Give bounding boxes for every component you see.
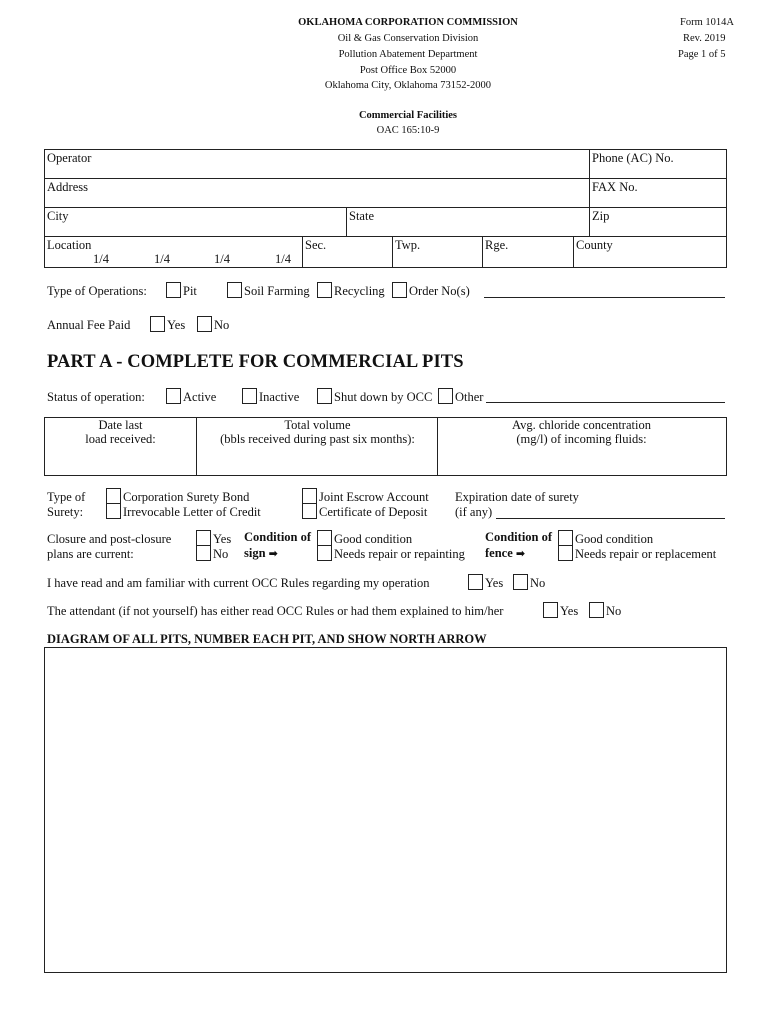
pit-checkbox[interactable] xyxy=(166,282,181,298)
inactive-label: Inactive xyxy=(259,390,300,404)
soil-farming-label: Soil Farming xyxy=(244,284,310,298)
info-grid xyxy=(44,149,727,268)
soil-farming-checkbox[interactable] xyxy=(227,282,242,298)
condition-sign-label: Condition of xyxy=(244,530,312,544)
familiar-yes-checkbox[interactable] xyxy=(468,574,483,590)
operator-field[interactable]: Operator xyxy=(47,151,92,165)
shut-down-checkbox[interactable] xyxy=(317,388,332,404)
chloride-header-2: (mg/l) of incoming fluids: xyxy=(516,432,647,446)
fax-field[interactable]: FAX No. xyxy=(592,180,638,194)
attendant-yes-label: Yes xyxy=(560,604,579,618)
expiration-label-2: (if any) xyxy=(455,505,493,519)
sign-repaint-label: Needs repair or repainting xyxy=(334,547,465,561)
diagram-area[interactable] xyxy=(44,647,727,973)
total-volume-header-2: (bbls received during past six months): xyxy=(220,432,415,446)
annual-fee-label: Annual Fee Paid xyxy=(47,318,131,332)
cert-deposit-label: Certificate of Deposit xyxy=(319,505,428,519)
familiar-no-label: No xyxy=(530,576,546,590)
sec-field[interactable]: Sec. xyxy=(305,238,327,252)
grid-row-divider xyxy=(44,207,726,208)
fence-replace-checkbox[interactable] xyxy=(558,545,573,561)
twp-field[interactable]: Twp. xyxy=(395,238,421,252)
irrevocable-label: Irrevocable Letter of Credit xyxy=(123,505,261,519)
closure-label: Closure and post-closure xyxy=(47,532,172,546)
fee-no-label: No xyxy=(214,318,230,332)
county-field[interactable]: County xyxy=(576,238,613,252)
closure-no-checkbox[interactable] xyxy=(196,545,211,561)
order-nos-checkbox[interactable] xyxy=(392,282,407,298)
po-box: Post Office Box 52000 xyxy=(359,65,457,76)
rule-reference: OAC 165:10-9 xyxy=(376,125,440,136)
rge-field[interactable]: Rge. xyxy=(485,238,509,252)
fence-good-checkbox[interactable] xyxy=(558,530,573,546)
date-last-header-2: load received: xyxy=(85,432,156,446)
expiration-input[interactable] xyxy=(496,518,725,519)
agency-title: OKLAHOMA CORPORATION COMMISSION xyxy=(298,17,518,28)
total-volume-header: Total volume xyxy=(284,418,351,432)
grid-col-divider xyxy=(589,149,590,237)
closure-label-2: plans are current: xyxy=(47,547,134,561)
operations-label: Type of Operations: xyxy=(47,284,147,298)
inactive-checkbox[interactable] xyxy=(242,388,257,404)
grid-col-divider xyxy=(573,236,574,267)
other-input[interactable] xyxy=(486,402,725,403)
fence-text: fence xyxy=(485,546,513,560)
city-field[interactable]: City xyxy=(47,209,69,223)
right-arrow-icon: ➡ xyxy=(268,547,278,560)
fence-good-label: Good condition xyxy=(575,532,654,546)
active-checkbox[interactable] xyxy=(166,388,181,404)
state-field[interactable]: State xyxy=(349,209,374,223)
grid-col-divider xyxy=(482,236,483,267)
sign-text: sign xyxy=(244,546,266,560)
date-last-header: Date last xyxy=(98,418,143,432)
other-checkbox[interactable] xyxy=(438,388,453,404)
joint-escrow-label: Joint Escrow Account xyxy=(319,490,429,504)
pit-label: Pit xyxy=(183,284,197,298)
surety-label: Surety: xyxy=(47,505,84,519)
city-state-zip: Oklahoma City, Oklahoma 73152-2000 xyxy=(324,80,492,91)
quarter-label: 1/4 xyxy=(154,252,170,266)
grid-col-divider xyxy=(346,207,347,237)
sign-good-label: Good condition xyxy=(334,532,413,546)
page-number: Page 1 of 5 xyxy=(678,49,726,60)
attendant-no-label: No xyxy=(606,604,622,618)
quarter-label: 1/4 xyxy=(275,252,291,266)
familiar-no-checkbox[interactable] xyxy=(513,574,528,590)
corp-bond-label: Corporation Surety Bond xyxy=(123,490,250,504)
fee-yes-label: Yes xyxy=(167,318,186,332)
attendant-no-checkbox[interactable] xyxy=(589,602,604,618)
grid-row-divider xyxy=(44,236,726,237)
fence-replace-label: Needs repair or replacement xyxy=(575,547,717,561)
address-field[interactable]: Address xyxy=(47,180,88,194)
part-a-title: PART A - COMPLETE FOR COMMERCIAL PITS xyxy=(47,352,464,372)
closure-no-label: No xyxy=(213,547,229,561)
quarter-label: 1/4 xyxy=(214,252,230,266)
sign-repaint-checkbox[interactable] xyxy=(317,545,332,561)
shut-down-label: Shut down by OCC xyxy=(334,390,433,404)
cert-deposit-checkbox[interactable] xyxy=(302,503,317,519)
subject: Commercial Facilities xyxy=(358,110,458,121)
department-name: Pollution Abatement Department xyxy=(338,49,478,60)
active-label: Active xyxy=(183,390,217,404)
condition-sign-label-2 xyxy=(244,546,278,561)
sign-good-checkbox[interactable] xyxy=(317,530,332,546)
expiration-label: Expiration date of surety xyxy=(455,490,579,504)
closure-yes-checkbox[interactable] xyxy=(196,530,211,546)
familiar-statement: I have read and am familiar with current OCC Rules regarding my operation xyxy=(47,576,430,590)
recycling-checkbox[interactable] xyxy=(317,282,332,298)
fee-no-checkbox[interactable] xyxy=(197,316,212,332)
order-nos-input[interactable] xyxy=(484,297,725,298)
zip-field[interactable]: Zip xyxy=(592,209,610,223)
closure-yes-label: Yes xyxy=(213,532,232,546)
diagram-title: DIAGRAM OF ALL PITS, NUMBER EACH PIT, AND SHOW NORTH ARROW xyxy=(47,632,487,646)
joint-escrow-checkbox[interactable] xyxy=(302,488,317,504)
corp-bond-checkbox[interactable] xyxy=(106,488,121,504)
fee-yes-checkbox[interactable] xyxy=(150,316,165,332)
location-field[interactable]: Location xyxy=(47,238,92,252)
chloride-header: Avg. chloride concentration xyxy=(512,418,651,432)
division-name: Oil & Gas Conservation Division xyxy=(337,33,479,44)
condition-fence-label-2 xyxy=(485,546,525,561)
recycling-label: Recycling xyxy=(334,284,385,298)
familiar-yes-label: Yes xyxy=(485,576,504,590)
right-arrow-icon: ➡ xyxy=(515,547,526,560)
other-label: Other xyxy=(455,390,484,404)
type-of-label: Type of xyxy=(47,490,86,504)
quarter-label: 1/4 xyxy=(93,252,109,266)
attendant-yes-checkbox[interactable] xyxy=(543,602,558,618)
grid-col-divider xyxy=(392,236,393,267)
irrevocable-checkbox[interactable] xyxy=(106,503,121,519)
revision: Rev. 2019 xyxy=(683,33,726,44)
grid-row-divider xyxy=(44,178,726,179)
status-label: Status of operation: xyxy=(47,390,145,404)
phone-field[interactable]: Phone (AC) No. xyxy=(592,151,674,165)
condition-fence-label: Condition of xyxy=(485,530,553,544)
grid-col-divider xyxy=(302,236,303,267)
form-number: Form 1014A xyxy=(680,17,734,28)
order-nos-label: Order No(s) xyxy=(409,284,470,298)
attendant-statement: The attendant (if not yourself) has either read OCC Rules or had them explained to him/her xyxy=(47,604,504,618)
